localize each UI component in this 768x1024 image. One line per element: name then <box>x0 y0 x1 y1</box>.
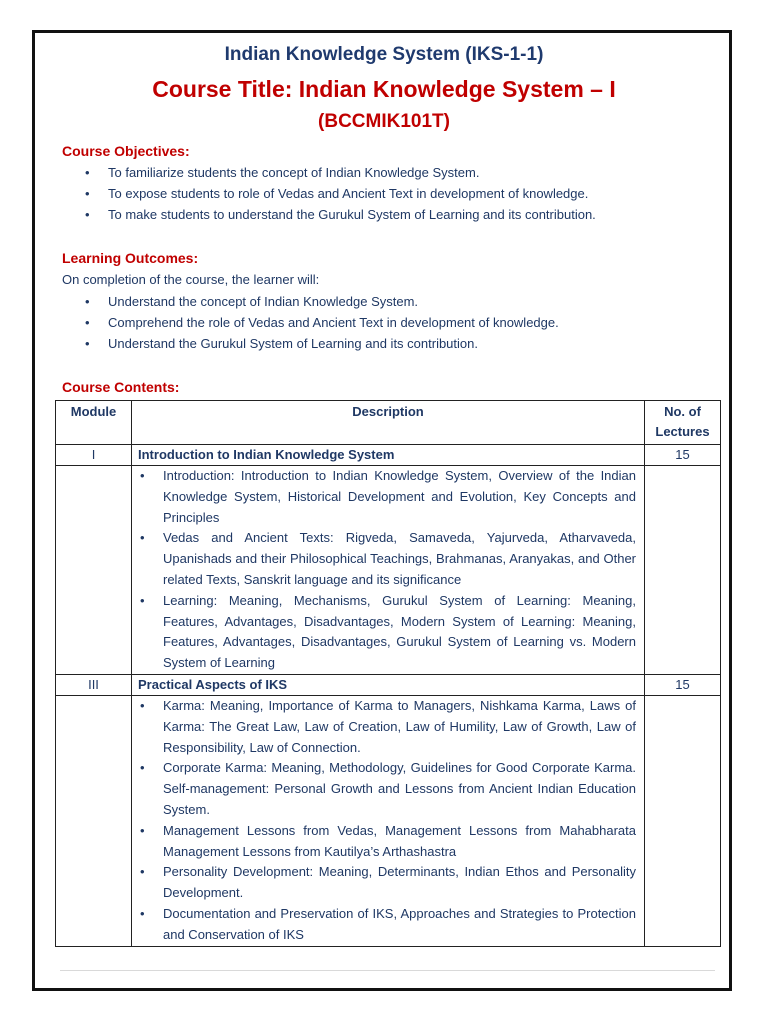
objectives-heading: Course Objectives: <box>62 143 190 159</box>
table-row <box>56 674 721 695</box>
list-item: • Comprehend the role of Vedas and Ancient Text in development of knowledge. <box>82 312 682 333</box>
outcomes-intro: On completion of the course, the learner will: <box>62 272 320 287</box>
list-item: • To expose students to role of Vedas and Ancient Text in development of knowledge. <box>82 183 682 204</box>
description-column-header: Description <box>132 401 645 445</box>
module-number-cell <box>56 466 132 675</box>
lecture-count-cell <box>645 695 721 946</box>
list-item: • Corporate Karma: Meaning, Methodology, Guidelines for Good Corporate Karma. Self-management: Personal Growth and Lessons from Ancient Indian Education System. <box>138 758 636 820</box>
list-item: • To familiarize students the concept of Indian Knowledge System. <box>82 162 682 183</box>
table-row <box>56 445 721 466</box>
module-topics <box>132 695 645 946</box>
list-item: • Personality Development: Meaning, Determinants, Indian Ethos and Personality Development. <box>138 862 636 904</box>
module-title: Practical Aspects of IKS <box>132 674 645 695</box>
list-item: • To make students to understand the Gurukul System of Learning and its contribution. <box>82 204 682 225</box>
list-item: • Documentation and Preservation of IKS, Approaches and Strategies to Protection and Conservation of IKS <box>138 904 636 946</box>
lecture-count: 15 <box>645 674 721 695</box>
table-row <box>56 695 721 946</box>
list-item: • Learning: Meaning, Mechanisms, Gurukul System of Learning: Meaning, Features, Advantages, Disadvantages, Modern System of Learning: Meaning, Features, Advantages, Disadvantages, Gurukul System of Learning vs. Modern System of Learning <box>138 591 636 674</box>
course-code: (BCCMIK101T) <box>318 111 450 132</box>
lectures-header-line1: No. of <box>664 404 701 419</box>
objectives-list <box>82 162 682 225</box>
outcomes-heading: Learning Outcomes: <box>62 250 199 266</box>
table-header-row <box>56 401 721 445</box>
module-title: Introduction to Indian Knowledge System <box>132 445 645 466</box>
lectures-column-header <box>645 401 721 445</box>
module-column-header: Module <box>56 401 132 445</box>
list-item: • Introduction: Introduction to Indian Knowledge System, Overview of the Indian Knowledge System, Historical Development and Evolution, Key Concepts and Principles <box>138 466 636 528</box>
lecture-count-cell <box>645 466 721 675</box>
list-item: • Understand the concept of Indian Knowledge System. <box>82 291 682 312</box>
module-number-cell <box>56 695 132 946</box>
lecture-count: 15 <box>645 445 721 466</box>
module-number: I <box>56 445 132 466</box>
footer-divider <box>60 970 715 971</box>
system-title: Indian Knowledge System (IKS-1-1) <box>224 44 544 65</box>
module-number: III <box>56 674 132 695</box>
module-topics <box>132 466 645 675</box>
course-contents-table <box>55 400 721 947</box>
list-item: • Vedas and Ancient Texts: Rigveda, Samaveda, Yajurveda, Atharvaveda, Upanishads and their Philosophical Teachings, Brahmanas, Aranyakas, and Other related Texts, Sanskrit language and its significance <box>138 528 636 590</box>
table-row <box>56 466 721 675</box>
contents-heading: Course Contents: <box>62 379 180 395</box>
list-item: • Management Lessons from Vedas, Management Lessons from Mahabharata Management Lessons from Kautilya’s Arthashastra <box>138 821 636 863</box>
lectures-header-line2: Lectures <box>655 424 710 439</box>
list-item: • Karma: Meaning, Importance of Karma to Managers, Nishkama Karma, Laws of Karma: The Great Law, Law of Creation, Law of Humility, Law of Growth, Law of Responsibility, Law of Connection. <box>138 696 636 758</box>
course-title: Course Title: Indian Knowledge System – I <box>152 76 616 102</box>
list-item: • Understand the Gurukul System of Learning and its contribution. <box>82 333 682 354</box>
outcomes-list <box>82 291 682 354</box>
